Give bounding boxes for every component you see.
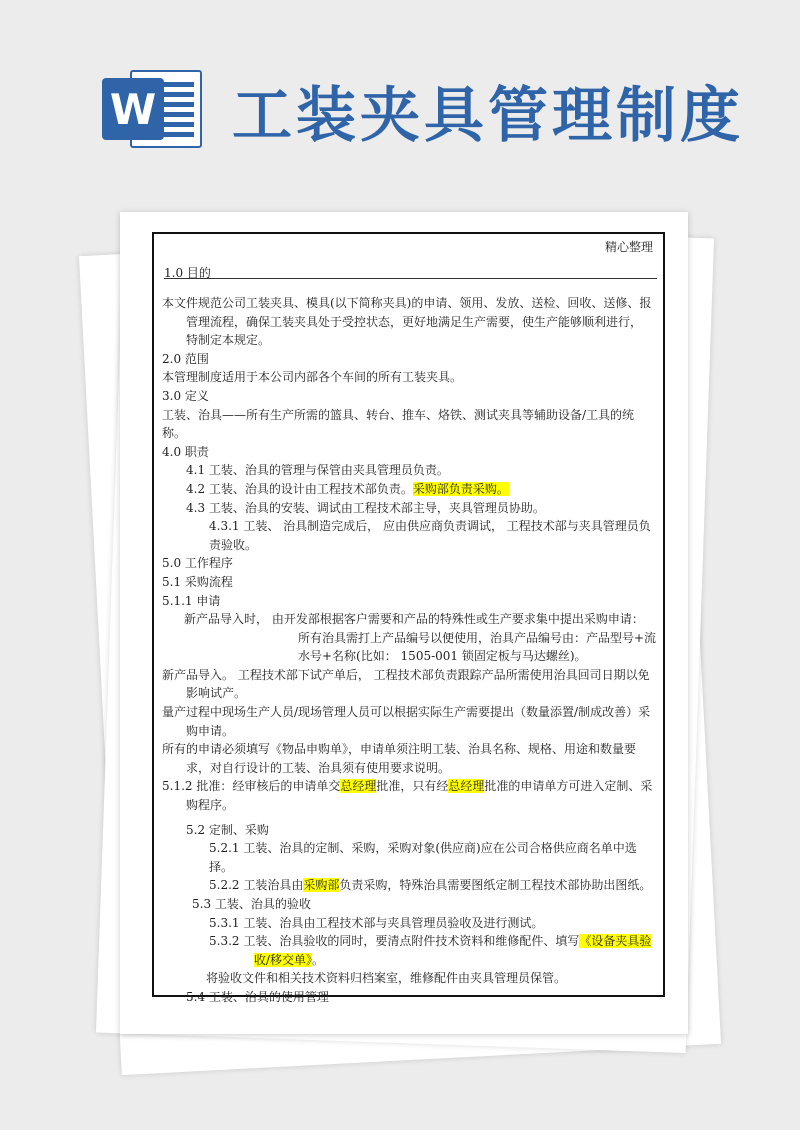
all-requests-text: 所有的申请必须填写《物品申购单》，申请单须注明工装、治具名称、规格、用途和数量要求，对自行设计的工装、治具须有使用要求说明。 [162, 742, 637, 775]
clause-4-2-text: 4.2 工装、治具的设计由工程技术部负责。 [186, 481, 413, 496]
section-2-title: 2.0 范围 [162, 351, 209, 366]
clause-5-2-2 [162, 876, 657, 895]
highlight-purchasing: 采购部负责采购。 [412, 481, 509, 496]
page-header-note: 精心整理 [604, 240, 653, 254]
highlight-acceptance-form: 《设备夹具验收/移交单》 [254, 934, 652, 967]
clause-5-1-2-part-b: 批准，只有经 [376, 779, 449, 794]
section-5-title: 5.0 工作程序 [162, 556, 233, 571]
section-3-title: 3.0 定义 [162, 388, 209, 403]
clause-5-3-2-part-b: 。 [312, 952, 325, 967]
section-4-title: 4.0 职责 [162, 444, 209, 459]
highlight-purchasing-dept: 采购部 [303, 878, 340, 893]
clause-4-2 [162, 480, 657, 499]
page-border [152, 232, 665, 1004]
clause-5-3-2-part-a: 5.3.2 工装、治具验收的同时，要清点附件技术资料和维修配件、填写 [209, 934, 580, 949]
mass-production-text: 量产过程中现场生产人员/现场管理人员可以根据实际生产需要提出（数量添置/制成改善）采购申请。 [162, 705, 651, 738]
clause-5-1: 5.1 采购流程 [162, 574, 233, 589]
clause-5-1-2-part-a: 5.1.2 批准：经审核后的申请单交 [162, 779, 341, 794]
clause-5-2-1: 5.2.1 工装、治具的定制、采购，采购对象(供应商)应在公司合格供应商名单中选择。 [209, 841, 637, 874]
new-product-text: 新产品导入时， 由开发部根据客户需要和产品的特殊性或生产要求集中提出采购申请： 所有治具需打上产品编号以便使用，治具产品编号由：产品型号+流水号+名称(比如： 1505-001 锁固定板与马达螺丝)。 [184, 612, 657, 664]
highlight-general-manager-1: 总经理 [340, 779, 377, 794]
header-divider [164, 278, 657, 279]
word-document-icon [102, 70, 202, 148]
document-page [120, 212, 688, 1034]
clause-5-4: 5.4 工装、治具的使用管理 [186, 989, 329, 1004]
clause-5-3-2 [162, 932, 657, 969]
clause-5-2-2-part-a: 5.2.2 工装治具由 [209, 878, 304, 893]
clause-4-3-1: 4.3.1 工装、 治具制造完成后， 应由供应商负责调试， 工程技术部与夹具管理员负责验收。 [209, 519, 651, 552]
section-1-title: 1.0 目的 [164, 266, 211, 280]
document-body [162, 294, 657, 1007]
clause-5-3-1: 5.3.1 工装、治具由工程技术部与夹具管理员验收及进行测试。 [209, 915, 544, 930]
new-product-trial-text: 新产品导入。 工程技术部下试产单后， 工程技术部负责跟踪产品所需使用治具回司日期以免影响试产。 [162, 667, 650, 701]
archive-text: 将验收文件和相关技术资料归档案室，维修配件由夹具管理员保管。 [206, 971, 567, 986]
clause-5-1-2-part-c: 批准的申请单方可进入定制、采购程序。 [186, 779, 653, 813]
definition-text: 工装、治具——所有生产所需的篮具、转台、推车、烙铁、测试夹具等辅助设备/工具的统称。 [162, 407, 635, 441]
clause-4-3: 4.3 工装、治具的安装、调试由工程技术部主导，夹具管理员协助。 [186, 500, 545, 515]
highlight-general-manager-2: 总经理 [448, 779, 485, 794]
clause-5-2: 5.2 定制、采购 [186, 822, 269, 837]
scope-text: 本管理制度适用于本公司内部各个车间的所有工装夹具。 [162, 370, 463, 385]
banner [0, 0, 800, 190]
clause-5-1-2 [162, 777, 657, 814]
banner-title: 工装夹具管理制度 [232, 81, 744, 151]
clause-5-3: 5.3 工装、治具的验收 [192, 897, 311, 911]
clause-4-1: 4.1 工装、治具的管理与保管由夹具管理员负责。 [186, 463, 449, 478]
clause-5-2-2-part-b: 负责采购，特殊治具需要图纸定制工程技术部协助出图纸。 [339, 878, 652, 893]
purpose-text: 本文件规范公司工装夹具、模具(以下简称夹具)的申请、领用、发放、送检、回收、送修、报管理流程，确保工装夹具处于受控状态，更好地满足生产需要，使生产能够顺利进行， 特制定本规定。 [162, 296, 652, 348]
clause-5-1-1: 5.1.1 申请 [162, 593, 221, 608]
word-letter-badge: W [102, 78, 164, 140]
